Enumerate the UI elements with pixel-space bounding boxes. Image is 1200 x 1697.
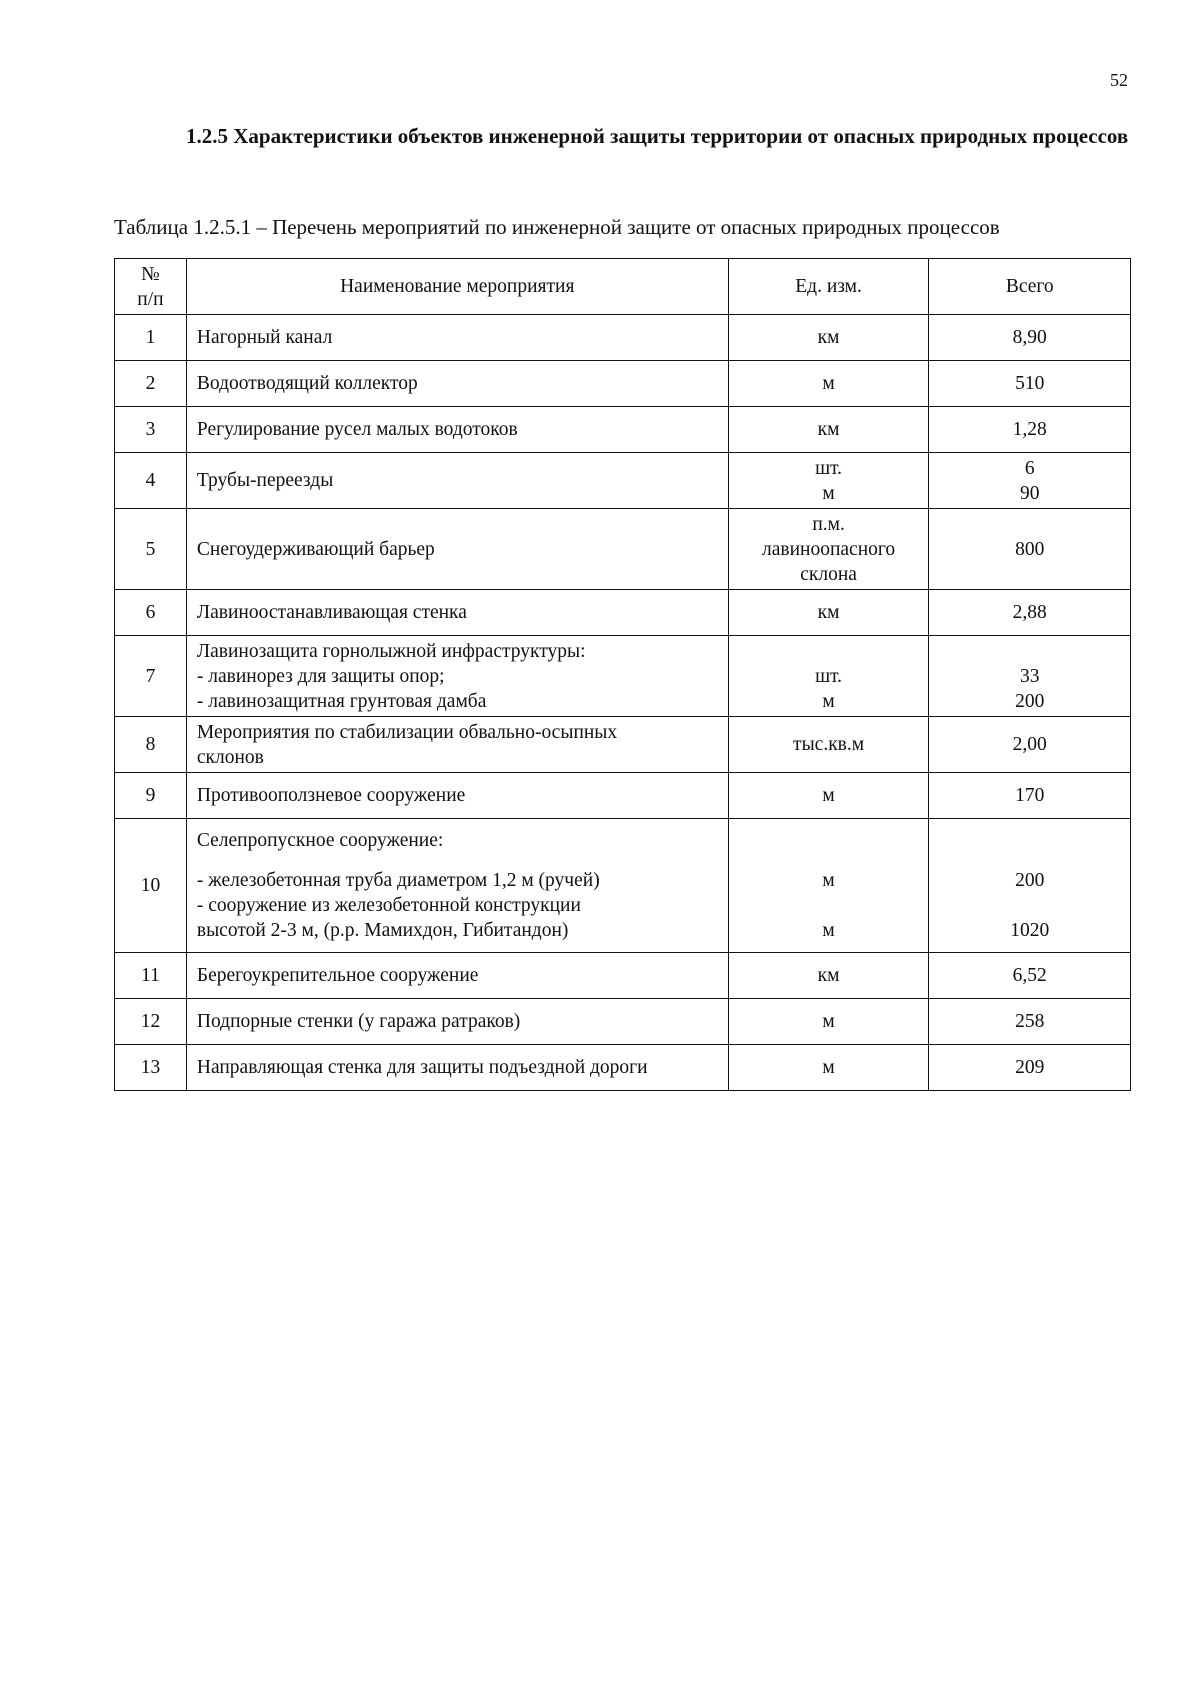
cell-name: [186, 1045, 728, 1091]
cell-num: 5: [115, 509, 187, 590]
table-row: [115, 315, 1131, 361]
cell-unit-line: м: [822, 920, 835, 941]
cell-unit-line: км: [817, 419, 840, 440]
cell-name-line: Снегоудерживающий барьер: [196, 538, 435, 560]
cell-unit: [728, 1045, 929, 1091]
cell-name: [186, 509, 728, 590]
table-body: [115, 315, 1131, 1091]
cell-total: [929, 636, 1131, 717]
cell-total-line: 1,28: [1012, 419, 1047, 440]
cell-unit-line: м: [822, 870, 835, 891]
cell-total: [929, 407, 1131, 453]
cell-unit-line: шт.: [815, 665, 843, 687]
cell-unit: [728, 453, 929, 509]
cell-unit: [728, 407, 929, 453]
cell-unit: [728, 361, 929, 407]
cell-unit-line: лавиноопасного: [761, 538, 896, 560]
cell-name: [186, 999, 728, 1045]
cell-unit-line: км: [817, 602, 840, 623]
table-row: [115, 407, 1131, 453]
cell-unit-line: км: [817, 965, 840, 986]
cell-total-line: 209: [1015, 1057, 1045, 1078]
cell-total-line: [939, 639, 1120, 664]
cell-name: [186, 315, 728, 361]
cell-name: [186, 773, 728, 819]
cell-num: 1: [115, 315, 187, 361]
table-row: [115, 717, 1131, 773]
cell-total-line: 200: [1015, 690, 1045, 712]
cell-num: 2: [115, 361, 187, 407]
cell-name-line: - сооружение из железобетонной конструкции: [196, 895, 581, 916]
cell-unit-line: м: [822, 785, 835, 806]
cell-total: [929, 453, 1131, 509]
cell-unit-line: [739, 828, 919, 853]
cell-total-line: 800: [1015, 538, 1045, 560]
page-number: 52: [1110, 70, 1128, 90]
cell-num: 8: [115, 717, 187, 773]
cell-unit-line: м: [822, 1011, 835, 1032]
cell-total: [929, 953, 1131, 999]
cell-total: [929, 1045, 1131, 1091]
cell-unit: [728, 953, 929, 999]
cell-name-line: Водоотводящий коллектор: [196, 373, 418, 394]
table-row: [115, 453, 1131, 509]
cell-unit-line: км: [817, 327, 840, 348]
cell-total: [929, 773, 1131, 819]
table-header-row: [115, 259, 1131, 315]
cell-name-line: - лавинозащитная грунтовая дамба: [196, 690, 487, 712]
table-caption: Таблица 1.2.5.1 – Перечень мероприятий по инженерной защите от опасных природных процессов: [114, 215, 1000, 239]
cell-total-line: [939, 853, 1120, 868]
cell-name: [186, 453, 728, 509]
table-row: [115, 819, 1131, 953]
table-row: [115, 773, 1131, 819]
cell-num: 4: [115, 453, 187, 509]
cell-name: [186, 636, 728, 717]
table-row: [115, 509, 1131, 590]
table-row: [115, 999, 1131, 1045]
table-row: [115, 590, 1131, 636]
cell-num: 3: [115, 407, 187, 453]
cell-total-line: [939, 828, 1120, 853]
cell-name-line: склонов: [196, 746, 264, 768]
cell-total-line: 90: [1019, 482, 1040, 504]
cell-num: 13: [115, 1045, 187, 1091]
cell-total: [929, 717, 1131, 773]
cell-unit-line: [739, 893, 919, 918]
cell-total-line: 510: [1015, 373, 1045, 394]
measures-table: [114, 258, 1131, 1091]
cell-total-line: 2,88: [1012, 602, 1047, 623]
header-unit: Ед. изм.: [728, 259, 929, 315]
section-heading: [114, 120, 1130, 152]
cell-num: 10: [115, 819, 187, 953]
cell-name-line: Нагорный канал: [196, 327, 333, 348]
cell-total: [929, 361, 1131, 407]
cell-unit-line: м: [822, 1057, 835, 1078]
cell-total: [929, 999, 1131, 1045]
cell-name-line: Трубы-переезды: [196, 470, 334, 491]
cell-unit: [728, 509, 929, 590]
cell-total: [929, 819, 1131, 953]
cell-name-line: Направляющая стенка для защиты подъездной дороги: [196, 1057, 648, 1078]
header-name: Наименование мероприятия: [186, 259, 728, 315]
cell-unit-line: м: [822, 482, 835, 504]
cell-name: [186, 361, 728, 407]
cell-name-line: Берегоукрепительное сооружение: [196, 965, 479, 986]
cell-unit: [728, 773, 929, 819]
cell-unit: [728, 636, 929, 717]
cell-total-line: 6: [1024, 457, 1035, 479]
cell-total-line: 170: [1015, 785, 1045, 806]
cell-name-line: Лавинозащита горнолыжной инфраструктуры:: [196, 640, 586, 662]
cell-total-line: 1020: [1010, 920, 1050, 941]
cell-unit-line: шт.: [815, 457, 843, 479]
cell-unit-line: [739, 853, 919, 868]
cell-total-line: 2,00: [1012, 734, 1047, 755]
cell-unit-line: м: [822, 690, 835, 712]
cell-total-line: 200: [1015, 870, 1045, 891]
cell-total-line: 33: [1019, 665, 1040, 687]
cell-unit: [728, 717, 929, 773]
cell-unit: [728, 315, 929, 361]
cell-num: 11: [115, 953, 187, 999]
cell-unit-line: м: [822, 373, 835, 394]
header-num-line: п/п: [137, 288, 164, 310]
cell-num: 12: [115, 999, 187, 1045]
section-heading-text: 1.2.5 Характеристики объектов инженерной защиты территории от опасных природных процессов: [186, 124, 1129, 148]
cell-name: [186, 590, 728, 636]
cell-unit-line: [739, 639, 919, 664]
cell-total: [929, 509, 1131, 590]
table-row: [115, 953, 1131, 999]
cell-num: 7: [115, 636, 187, 717]
cell-name-line: - железобетонная труба диаметром 1,2 м (ручей): [196, 870, 600, 891]
cell-total-line: 6,52: [1012, 965, 1047, 986]
cell-name: [186, 819, 728, 953]
cell-total: [929, 315, 1131, 361]
cell-name-line: Подпорные стенки (у гаража ратраков): [196, 1011, 521, 1032]
cell-unit-line: п.м.: [812, 513, 845, 535]
cell-total-line: [939, 893, 1120, 918]
cell-name-line: [197, 853, 718, 868]
cell-name-line: Мероприятия по стабилизации обвально-осыпных: [196, 721, 618, 743]
cell-unit: [728, 590, 929, 636]
cell-unit: [728, 819, 929, 953]
header-num-line: №: [141, 263, 160, 285]
cell-name-line: Лавиноостанавливающая стенка: [196, 602, 467, 623]
cell-total-line: 258: [1015, 1011, 1045, 1032]
cell-name: [186, 407, 728, 453]
cell-name-line: высотой 2-3 м, (р.р. Мамихдон, Гибитандон): [196, 920, 569, 941]
table-row: [115, 361, 1131, 407]
cell-unit-line: тыс.кв.м: [793, 734, 865, 755]
cell-total-line: 8,90: [1012, 327, 1047, 348]
table-row: [115, 1045, 1131, 1091]
cell-name-line: Селепропускное сооружение:: [196, 830, 444, 851]
cell-name: [186, 953, 728, 999]
cell-name-line: Регулирование русел малых водотоков: [196, 419, 518, 440]
cell-unit-line: склона: [800, 563, 857, 585]
cell-num: 9: [115, 773, 187, 819]
cell-name: [186, 717, 728, 773]
cell-total: [929, 590, 1131, 636]
table-row: [115, 636, 1131, 717]
cell-num: 6: [115, 590, 187, 636]
cell-name-line: Противооползневое сооружение: [196, 785, 466, 806]
header-total: Всего: [929, 259, 1131, 315]
cell-name-line: - лавинорез для защиты опор;: [196, 665, 445, 687]
header-num: [115, 259, 187, 315]
cell-unit: [728, 999, 929, 1045]
